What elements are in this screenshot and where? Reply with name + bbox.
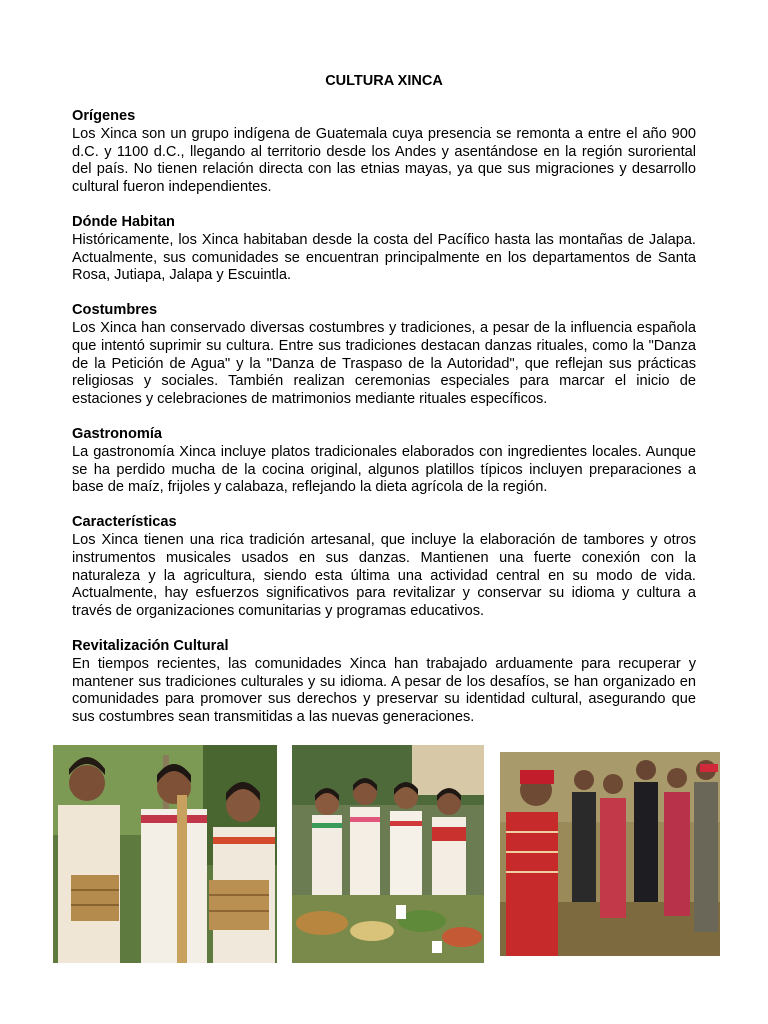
photo-girls-food-table	[292, 745, 484, 963]
section-heading: Características	[72, 514, 177, 531]
section-gastronomia	[72, 426, 696, 497]
section-heading: Dónde Habitan	[72, 213, 175, 230]
photo-ceremonial-dance	[500, 752, 720, 956]
section-heading: Costumbres	[72, 302, 158, 319]
section-paragraph: Históricamente, los Xinca habitaban desde la costa del Pacífico hasta las montañas de Jalapa. Actualmente, sus comunidades se encuentran principalmente en los departamentos de Santa Rosa, Jutiapa, Jalapa y Escuintla.	[72, 231, 696, 284]
section-caracteristicas	[72, 514, 696, 621]
section-paragraph: La gastronomía Xinca incluye platos tradicionales elaborados con ingredientes locales. Aunque se ha perdido mucha de la cocina original, algunos platillos típicos incluyen preparaciones a base de maíz, frijoles y calabaza, reflejando la dieta agrícola de la región.	[72, 443, 696, 496]
section-paragraph: En tiempos recientes, las comunidades Xinca han trabajado arduamente para recuperar y mantener sus tradiciones culturales y su idioma. A pesar de los desafíos, se han organizado en comunidades para promover sus derechos y preservar su identidad cultural, asegurando que sus costumbres sean transmitidas a las nuevas generaciones.	[72, 655, 696, 726]
section-paragraph: Los Xinca tienen una rica tradición artesanal, que incluye la elaboración de tambores y otros instrumentos musicales usados en sus danzas. Mantienen una fuerte conexión con la naturaleza y la agricultura, siendo esta última una actividad central en su modo de vida. Actualmente, hay esfuerzos significativos para revitalizar y conservar su idioma y cultura a través de organizaciones comunitarias y programas educativos.	[72, 531, 696, 620]
section-paragraph: Los Xinca han conservado diversas costumbres y tradiciones, a pesar de la influencia española que intentó suprimir su cultura. Entre sus tradiciones destacan danzas rituales, como la "Danza de la Petición de Agua" y la "Danza de Traspaso de la Autoridad", que reflejan sus prácticas religiosas y sociales. También realizan ceremonias especiales para marcar el inicio de estaciones y celebraciones de matrimonios mediante rituales específicos.	[72, 319, 696, 408]
section-heading: Gastronomía	[72, 425, 163, 442]
section-heading: Revitalización Cultural	[72, 637, 229, 654]
section-heading: Orígenes	[72, 108, 136, 124]
section-donde-habitan	[72, 214, 696, 285]
photo-women-with-baskets	[53, 745, 277, 963]
document-body	[72, 108, 696, 744]
section-costumbres	[72, 302, 696, 409]
section-paragraph: Los Xinca son un grupo indígena de Guatemala cuya presencia se remonta a entre el año 900 d.C. y 1100 d.C., llegando al territorio desde los Andes y asentándose en la región suroriental del país. No tienen relación directa con las etnias mayas, ya que sus migraciones y desarrollo cultural fueron independientes.	[72, 125, 696, 196]
document-title: CULTURA XINCA	[325, 73, 443, 89]
section-origenes	[72, 108, 696, 197]
section-revitalizacion-cultural	[72, 638, 696, 727]
